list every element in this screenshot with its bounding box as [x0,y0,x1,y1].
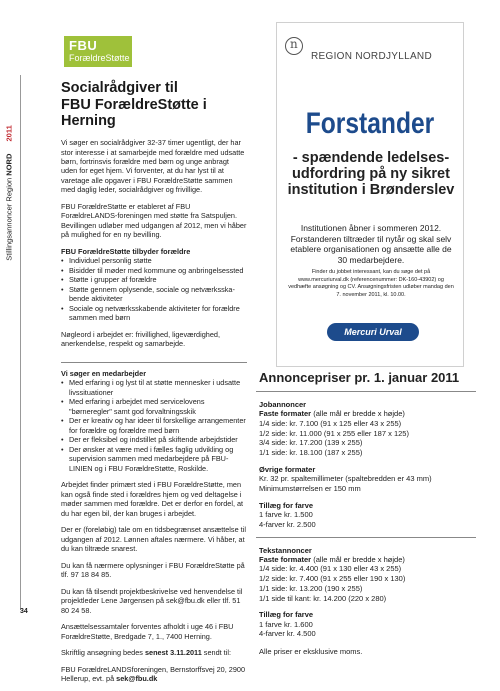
fixed-formats-heading [259,409,476,418]
text-heading: Tekstannoncer [259,545,312,555]
section-side-label [0,75,18,310]
address-line1: FBU ForældreLANDSforeningen, Bernstorffsvej 20, 2900 [61,664,246,674]
price-divider [256,391,476,392]
price-line: 1/1 side: kr. 13.200 (190 x 255) [259,583,363,593]
price-divider [256,537,476,538]
fixed-note: (alle mål er bredde x højde) [311,554,405,564]
rn-application-info: Finder du jobbet interessant, kan du søge det på www.mercuriurval.dk (referencenummer: DK-160-43902) og vedhæfte ansøgning og CV. Ansøgningsfristen udløber mandag den 7. november 2011, kl. 10.00. [288,269,454,299]
fixed-label: Faste formater [259,554,312,564]
expect-list [61,378,247,473]
color-heading: Tillæg for farve [259,610,314,620]
price-line: 1/2 side: kr. 11.000 (91 x 255 eller 187 x 125) [259,428,409,438]
price-list [256,370,476,656]
job-ad-body-bottom [61,369,247,684]
email-link[interactable]: sek@fbu.dk [116,674,158,684]
color-heading: Tillæg for farve [259,500,314,510]
ad-deadline [61,648,247,657]
other-heading: Øvrige formater [259,464,316,474]
job-ad-top [61,80,247,356]
rn-description: Institutionen åbner i sommeren 2012. Forstanderen tiltræder til nytår og skal selv etablere organisationen og ansætte alle de 30 medarbejdere. [290,223,452,265]
other-formats [259,465,476,494]
offers-heading: FBU ForældreStøtte tilbyder forældre [61,246,191,256]
color-surcharge-text [259,610,476,639]
job-ad-title-line2: FBU ForældreStøtte i Herning [61,96,207,130]
list-item: • Der er fleksibel og indstillet på skiftende arbejdstider [61,435,247,444]
rn-headline: Forstander [305,107,435,140]
list-item: • Individuel personlig støtte [61,256,247,265]
ad-paragraph: Ansættelsessamtaler forventes afholdt i uge 46 i FBU ForældreStøtte, Bredgade 7, 1., 7400 Herning. [61,622,234,641]
offers-list [61,256,247,322]
job-ad-title [61,80,247,130]
left-divider [61,362,247,363]
deadline-prefix: Skriftlig ansøgning bedes [61,648,145,658]
price-line: 1/4 side: kr. 7.100 (91 x 125 eller 43 x 255) [259,418,402,428]
region-logo-icon [285,37,303,55]
ad-paragraph: Nøgleord i arbejdet er: frivillighed, ligeværdighed, anerkendelse, respekt og samarbejde. [61,329,220,349]
list-item: • Med erfaring i arbejdet med servicelovens "børneregler" samt god forvaltningsskik [61,397,247,416]
ad-paragraph: Du kan få nærmere oplysninger i FBU ForældreStøtte på tlf. 97 18 84 85. [61,560,245,580]
deadline-date: senest 3.11.2011 [144,648,202,658]
job-prices [259,400,476,458]
ad-paragraph: Arbejdet finder primært sted i FBU ForældreStøtte, men kan også finde sted i forældres hjem og ved deltagelse i møder sammen med forældre. Det er derfor en fordel, at du har egen bil, der kan bruges i arbejdet. [61,480,244,518]
ad-paragraph: Vi søger en socialrådgiver 32-37 timer ugentligt, der har stor interesse i at samarbejde med forældre med udsatte børn, fortrinsvis forældre med børn og unge anbragt uden for eget hjem. Vi forventer, at du har lyst til at varetage alle opgaver i FBU ForældreStøtte sammen med daglig leder, socialrådgiver og frivillige. [61,138,245,195]
text-prices [259,546,476,604]
ad-address [61,665,247,684]
price-line: 1/2 side: kr. 7.400 (91 x 255 eller 190 x 130) [259,574,406,583]
price-line: 1/1 side til kant: kr. 14.200 (220 x 280) [259,593,387,603]
expect-heading: Vi søger en medarbejder [61,369,147,378]
price-line: Kr. 32 pr. spaltemillimeter (spaltebredden er 43 mm) [259,474,432,484]
region-nordjylland-ad [276,22,464,367]
fixed-note: (alle mål er bredde x højde) [311,409,405,419]
price-line: 1/1 side: kr. 18.100 (187 x 255) [259,448,363,457]
job-ad-title-line1: Socialrådgiver til [61,80,178,96]
price-line: Minimumstørrelsen er 150 mm [259,483,361,493]
price-line: 1/4 side: kr. 4.400 (91 x 130 eller 43 x 255) [259,564,402,574]
side-divider [20,75,21,610]
page-number: 34 [20,608,28,615]
list-item: • Bisidder til møder med kommune og anbringelsessted [61,266,247,275]
fixed-label: Faste formater [259,409,312,419]
side-label-category: Stillingsannoncer [4,203,14,261]
price-line: 4-farver kr. 2.500 [259,519,316,529]
list-item: • Der er kreativ og har ideer til forskellige arrangementer for forældre og forældre med børn [61,416,247,435]
deadline-suffix: sendt til: [201,648,231,658]
side-label-year: 2011 [4,124,14,141]
list-item: • Sociale og netværksskabende aktiviteter for forældre sammen med børn [61,304,247,323]
job-heading: Jobannoncer [259,400,307,409]
fbu-logo-line2: ForældreStøtte [69,53,130,63]
price-title: Annoncepriser pr. 1. januar 2011 [259,370,460,385]
fbu-logo-line1: FBU [69,38,98,53]
fbu-logo [64,36,132,67]
price-line: 1 farve kr. 1.600 [259,619,313,629]
color-surcharge [259,501,476,530]
list-item: • Med erfaring i og lyst til at støtte mennesker i udsatte livssituationer [61,378,247,397]
mercuri-urval-logo: Mercuri Urval [327,323,419,341]
ad-paragraph: Du kan få tilsendt projektbeskrivelse ved henvendelse til projektleder Lene Jørgensen på sek@fbu.dk eller tlf. 51 80 24 58. [61,586,243,615]
price-line: 1 farve kr. 1.500 [259,510,313,519]
side-label-region: Region [4,177,14,202]
region-name: REGION NORDJYLLAND [311,51,432,62]
job-ad-body-top [61,138,247,349]
list-item: • Der ønsker at være med i fælles faglig udvikling og supervision sammen med medarbejdere på FBU-LINIEN og i FBU ForældreStøtte, Roskilde. [61,445,247,473]
list-item: • Støtte i grupper af forældre [61,275,247,284]
list-item: • Støtte gennem oplysende, sociale og netværksska-bende aktiviteter [61,285,247,304]
rn-subheadline: - spændende ledelses-udfordring på ny sikret institution i Brønderslev [287,150,455,198]
price-footer: Alle priser er eksklusive moms. [259,647,363,657]
price-line: 3/4 side: kr. 17.200 (139 x 255) [259,438,363,448]
ad-paragraph: Der er (foreløbig) tale om en tidsbegrænset ansættelse til udgangen af 2012. Lønnen aftales nærmere. Vi håber, at du kan tiltræde snarest. [61,525,246,554]
ad-paragraph: FBU ForældreStøtte er etableret af FBU ForældreLANDS-foreningen med støtte fra Satspuljen. Bevillingen udløber med udgangen af 2012, men vi håber på mulighed for en ny bevilling. [61,201,247,240]
price-line: 4-farver kr. 4.500 [259,629,316,639]
address-line2: Hellerup, evt. på [61,674,117,684]
side-label-region-bold: NORD [4,153,14,176]
fixed-formats-heading [259,555,476,564]
job-ad-bottom [61,369,247,691]
